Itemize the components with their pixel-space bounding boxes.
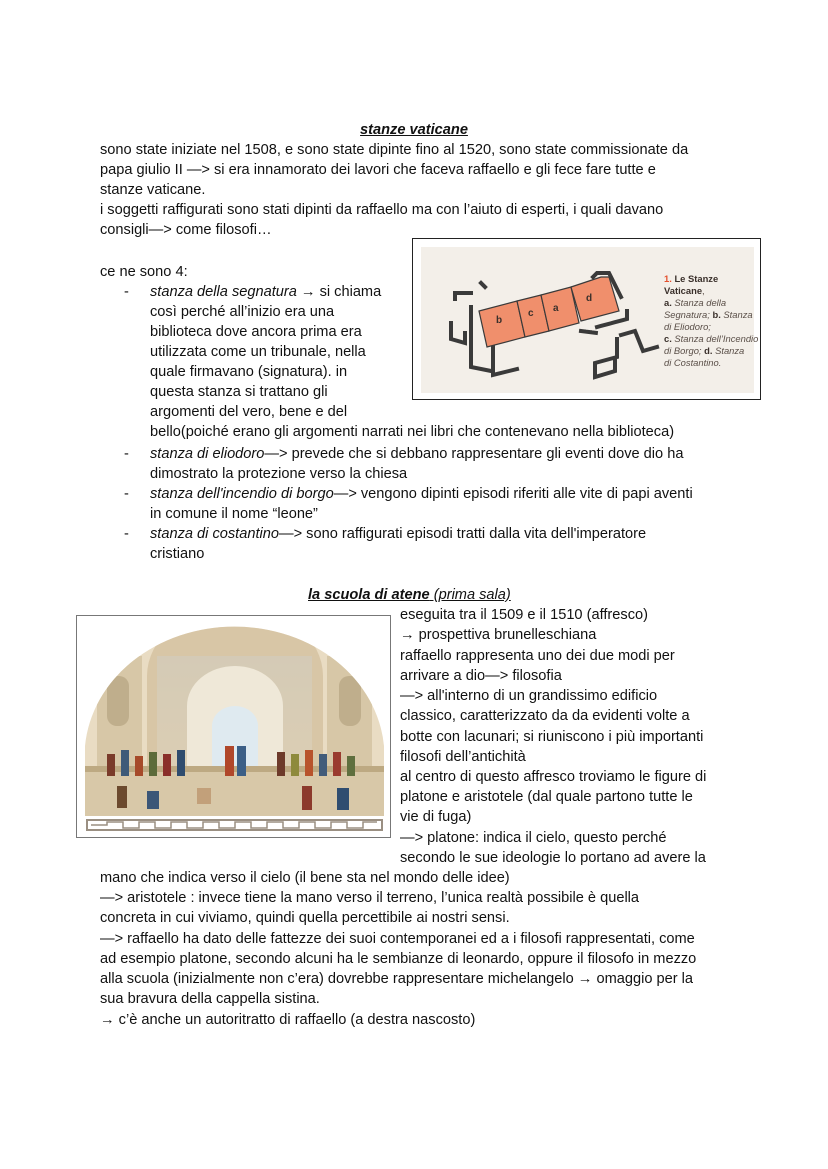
- room1-line: argomenti del vero, bene e del: [150, 404, 348, 420]
- room3-first-line: [150, 484, 693, 504]
- fresco-text-line: al centro di questo affresco troviamo le figure di: [400, 769, 707, 785]
- plan-caption-line: [664, 357, 721, 369]
- fresco-text-line: filosofi dell’antichità: [400, 749, 526, 765]
- caption-key: b.: [712, 309, 721, 320]
- caption-title: Vaticane: [664, 285, 703, 296]
- paragraph-line: papa giulio II —> si era innamorato dei lavori che faceva raffaello e gli fece fare tutte e: [100, 162, 656, 178]
- fresco-illustration: [77, 616, 391, 838]
- room4-name: stanza di costantino: [150, 526, 279, 542]
- plan-label-d: d: [586, 293, 593, 304]
- room3-text: —> vengono dipinti episodi riferiti alle vite di papi aventi: [333, 486, 693, 502]
- fresco-text-line: —> all'interno di un grandissimo edificio: [400, 688, 658, 704]
- fresco-text-line: classico, caratterizzato da da evidenti volte a: [400, 708, 690, 724]
- plan-wall: [493, 347, 517, 375]
- school-of-athens-image: [76, 615, 391, 838]
- plan-caption-line: [664, 345, 744, 357]
- room4-first-line: [150, 524, 646, 544]
- room1-first-line: [150, 282, 381, 302]
- paragraph-line: alla scuola (inizialmente non c’era) dovrebbe rappresentare michelangelo → omaggio per la: [100, 971, 693, 987]
- paragraph-line: mano che indica verso il cielo (il bene sta nel mondo delle idee): [100, 870, 510, 886]
- title-text: la scuola di atene: [308, 587, 430, 603]
- title-suffix: (prima sala): [429, 587, 511, 603]
- paragraph-line: consigli—> come filosofi…: [100, 222, 272, 238]
- arrow-glyph: →: [300, 284, 316, 300]
- plan-caption-line: [664, 321, 711, 333]
- room2-line: dimostrato la protezione verso la chiesa: [150, 466, 408, 482]
- room1-name: stanza della segnatura: [150, 284, 297, 300]
- floor-plan-panel: [421, 247, 759, 393]
- title-text: stanze vaticane: [360, 122, 468, 138]
- room1-line: biblioteca dove ancora prima era: [150, 324, 362, 340]
- fresco-text-line: —> platone: indica il cielo, questo perché: [400, 830, 667, 846]
- plan-caption-line: [664, 333, 758, 345]
- caption-number: 1.: [664, 273, 672, 284]
- paragraph-line: —> aristotele : invece tiene la mano verso il terreno, l’unica realtà possibile è quella: [100, 890, 640, 906]
- bullet-marker: -: [124, 486, 129, 502]
- fresco-text-line: vie di fuga): [400, 809, 472, 825]
- bullet-marker: -: [124, 526, 129, 542]
- paragraph-line: concreta in cui viviamo, quindi quella percettibile ai nostri sensi.: [100, 910, 510, 926]
- room2-first-line: [150, 444, 683, 464]
- paragraph-line: stanze vaticane.: [100, 182, 206, 198]
- plan-wall: [451, 323, 465, 343]
- room1-line: quale firmavano (signatura). in: [150, 364, 348, 380]
- fresco-text-line: eseguita tra il 1509 e il 1510 (affresco): [400, 607, 648, 623]
- plan-wall: [595, 339, 617, 377]
- plan-label-c: c: [528, 308, 534, 319]
- fresco-text-line: → prospettiva brunelleschiana: [400, 627, 597, 643]
- room1-line: questa stanza si trattano gli: [150, 384, 328, 400]
- fresco-text-line: raffaello rappresenta uno dei due modi per: [400, 648, 675, 664]
- caption-text: di Costantino.: [664, 357, 722, 368]
- caption-key: a.: [664, 297, 672, 308]
- room1-text: si chiama: [315, 284, 382, 300]
- paragraph-line: —> raffaello ha dato delle fattezze dei suoi contemporanei ed a i filosofi rappresentati, come: [100, 931, 695, 947]
- floor-plan-figure: [412, 238, 761, 400]
- bullet-marker: -: [124, 284, 129, 300]
- room3-line: in comune il nome “leone”: [150, 506, 318, 522]
- fresco-text-line: secondo le sue ideologie lo portano ad avere la: [400, 850, 706, 866]
- section-title-scuola: [308, 585, 511, 605]
- count-line: ce ne sono 4:: [100, 264, 188, 280]
- room1-line: bello(poiché erano gli argomenti narrati nei libri che contenevano nella biblioteca): [150, 424, 675, 440]
- caption-title: Le Stanze: [674, 273, 719, 284]
- caption-text: Stanza: [720, 309, 753, 320]
- plan-wall: [621, 331, 657, 351]
- plan-wall: [481, 283, 485, 287]
- room2-name: stanza di eliodoro: [150, 446, 265, 462]
- room4-line: cristiano: [150, 546, 205, 562]
- caption-text: Stanza: [712, 345, 745, 356]
- section-title-stanze: [0, 120, 828, 140]
- plan-label-b: b: [496, 315, 503, 326]
- paragraph-line: ad esempio platone, secondo alcuni ha le sembianze di leonardo, oppure il filosofo in mezzo: [100, 951, 697, 967]
- caption-text: Stanza della: [671, 297, 727, 308]
- paragraph-line: sono state iniziate nel 1508, e sono state dipinte fino al 1520, sono state commissionate da: [100, 142, 689, 158]
- paragraph-line: i soggetti raffigurati sono stati dipinti da raffaello ma con l’aiuto di esperti, i quali davano: [100, 202, 664, 218]
- bullet-marker: -: [124, 446, 129, 462]
- plan-caption-title: [664, 273, 718, 285]
- fresco-text-line: platone e aristotele (dal quale partono tutte le: [400, 789, 693, 805]
- room2-text: —> prevede che si debbano rappresentare gli eventi dove dio ha: [264, 446, 684, 462]
- plan-caption-line: [664, 297, 726, 309]
- caption-key: d.: [704, 345, 713, 356]
- plan-label-a: a: [553, 303, 559, 314]
- fresco-text-line: botte con lacunari; si riuniscono i più importanti: [400, 729, 704, 745]
- room3-name: stanza dell'incendio di borgo: [150, 486, 334, 502]
- room1-line: utilizzata come un tribunale, nella: [150, 344, 366, 360]
- plan-room-d: [571, 277, 619, 321]
- caption-text: di Eliodoro;: [664, 321, 711, 332]
- room1-line: così perché all’inizio era una: [150, 304, 335, 320]
- caption-text: di Borgo;: [664, 345, 705, 356]
- caption-text: Stanza dell’Incendio: [671, 333, 759, 344]
- plan-wall: [455, 293, 471, 299]
- caption-key: c.: [664, 333, 672, 344]
- fresco-text-line: arrivare a dio—> filosofia: [400, 668, 562, 684]
- paragraph-line: sua bravura della cappella sistina.: [100, 991, 320, 1007]
- plan-caption-line: [664, 309, 753, 321]
- plan-caption-title-2: Vaticane,: [664, 285, 705, 296]
- paragraph-line: → c’è anche un autoritratto di raffaello (a destra nascosto): [100, 1012, 476, 1028]
- plan-wall: [581, 331, 597, 333]
- room4-text: —> sono raffigurati episodi tratti dalla vita dell'imperatore: [279, 526, 647, 542]
- caption-text: Segnatura;: [664, 309, 713, 320]
